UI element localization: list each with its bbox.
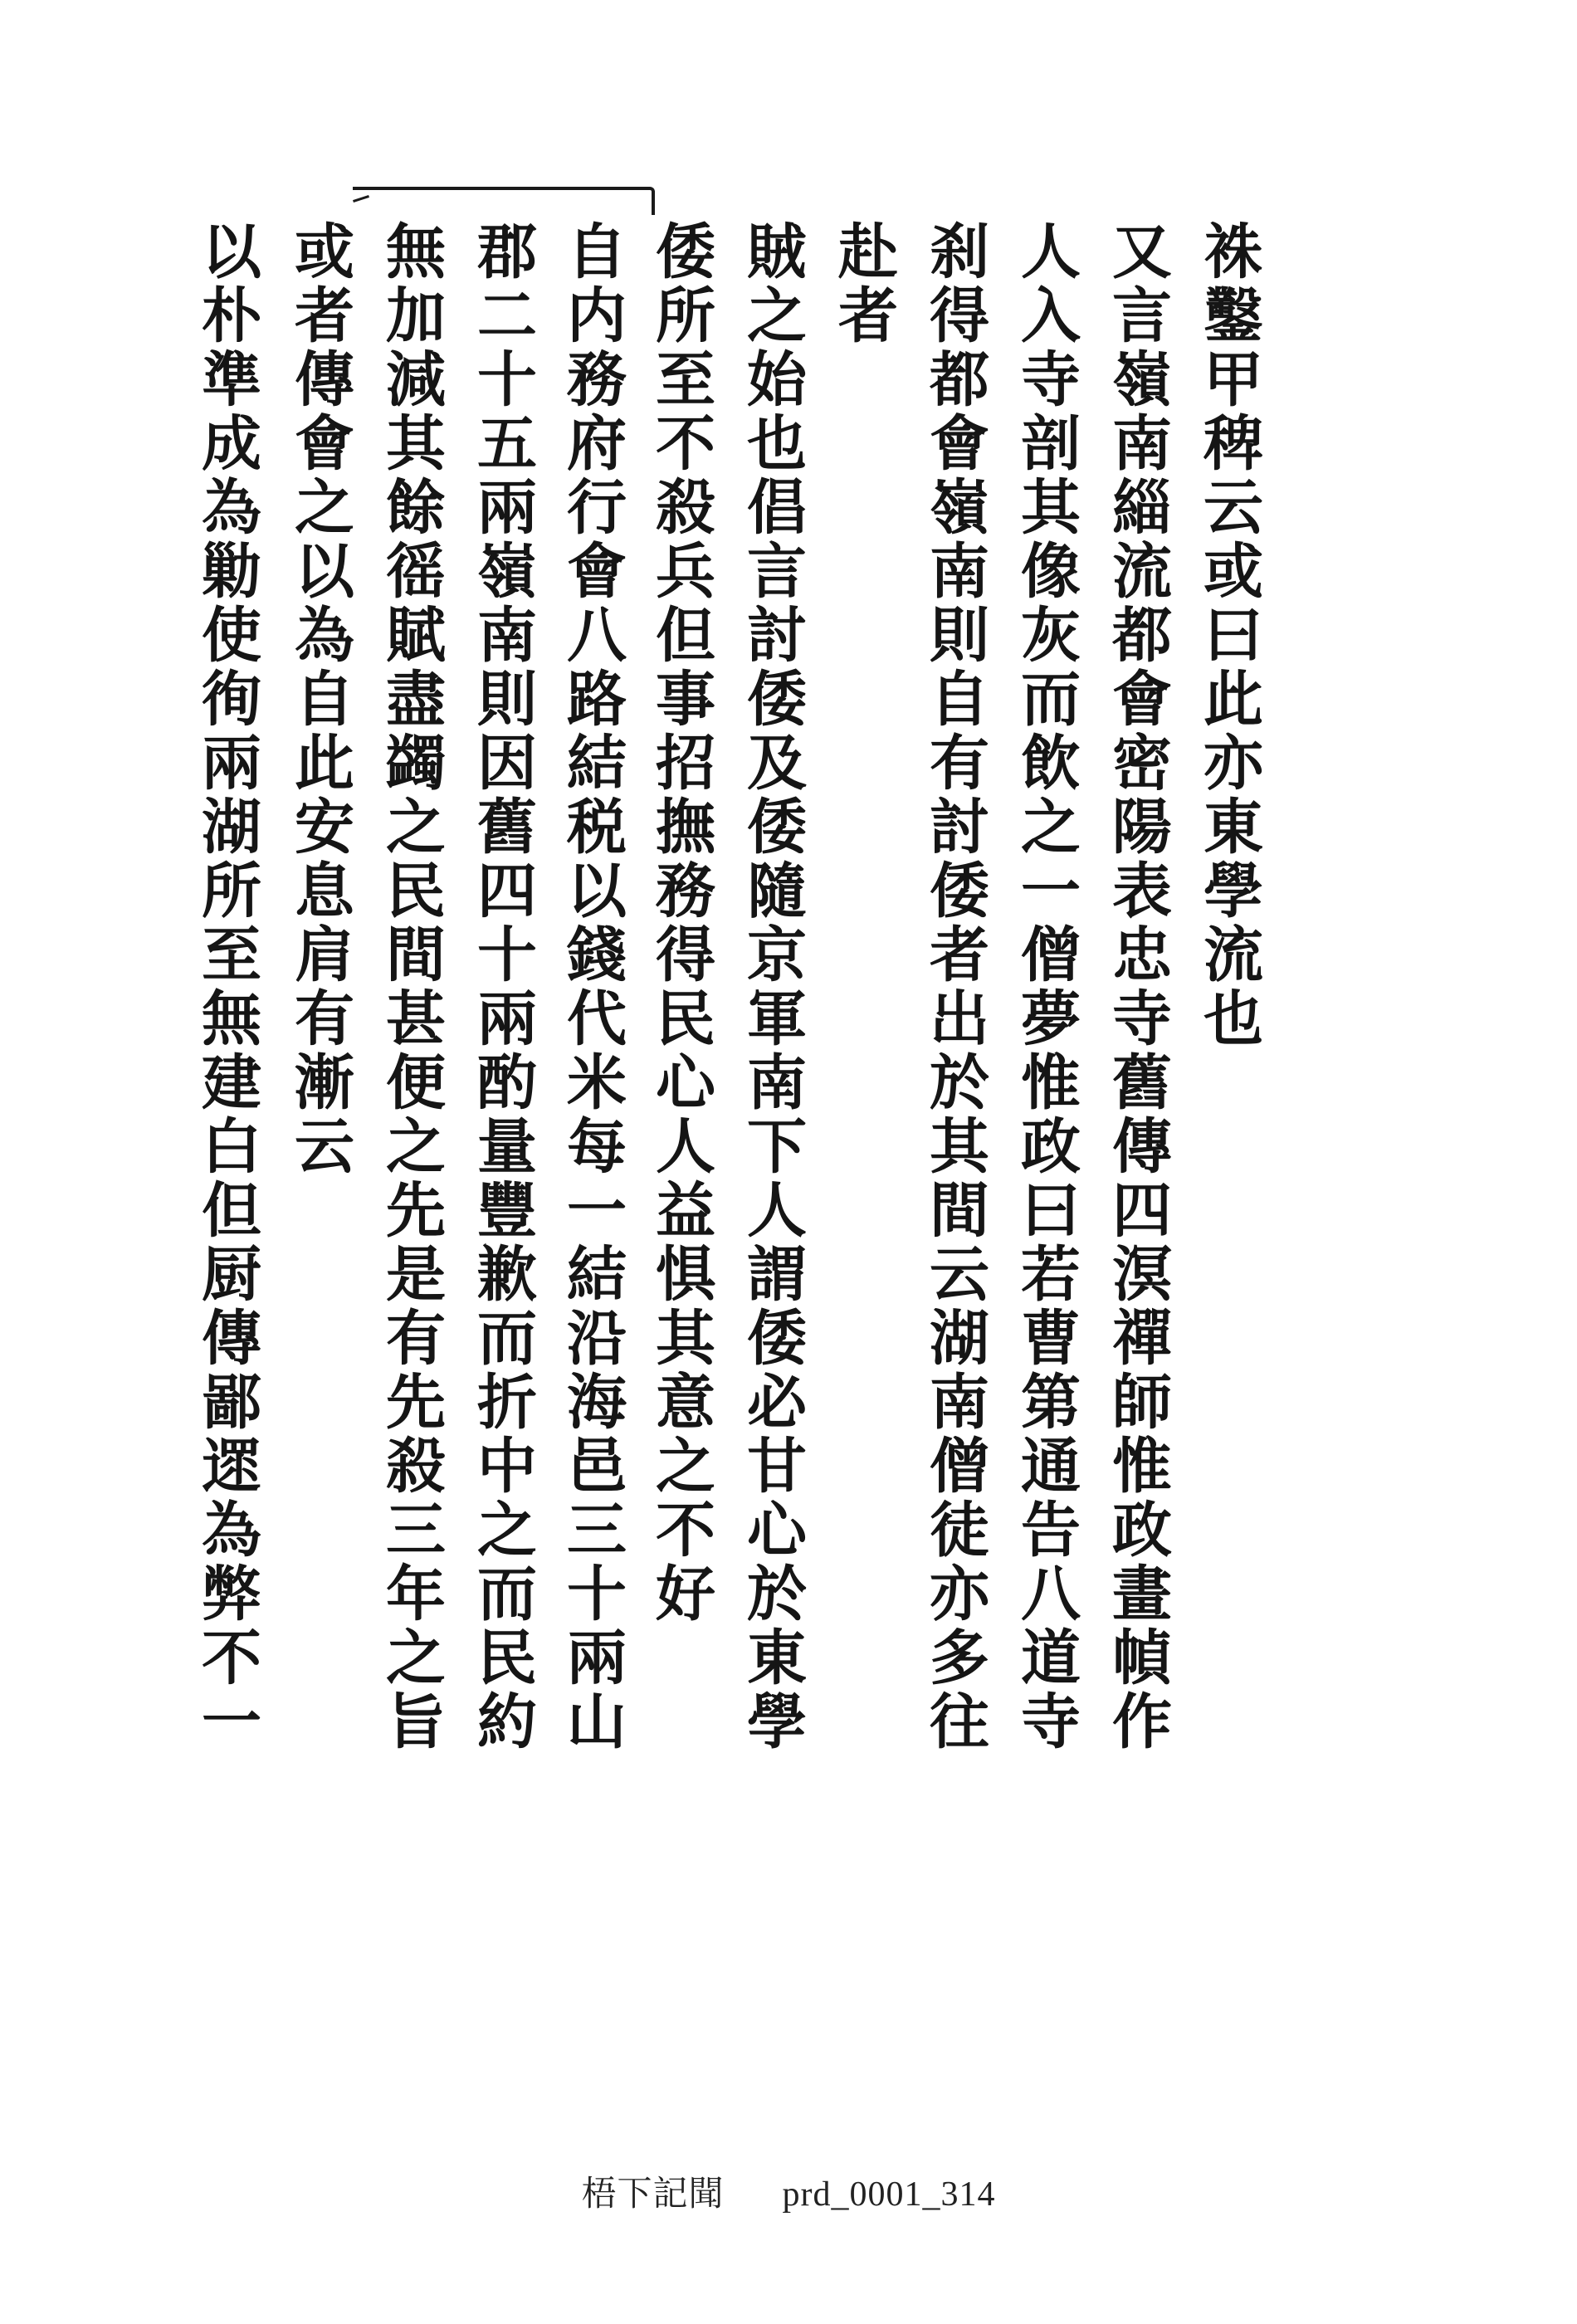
text-column-1: 袾鑿甲稗云或曰此亦東學流也	[1194, 220, 1264, 1051]
text-column-11: 或者傳會之以為自此安息肩有漸云	[285, 220, 355, 1179]
text-column-6: 賊之始也倡言討倭及倭隨京軍南下人謂倭必甘心於東學	[737, 220, 808, 1754]
text-column-2: 又言嶺南緇流都會密陽表忠寺舊傳四溟禪師惟政畫幀作	[1102, 220, 1173, 1754]
text-column-4: 刹得都會嶺南則自有討倭者出於其間云湖南僧徒亦多往	[920, 220, 990, 1754]
text-column-7: 倭所至不殺兵但事招撫務得民心人益惧其意之不好	[646, 220, 716, 1626]
text-column-10: 無加減其餘徭賦盡蠲之民間甚便之先是有先殺三年之旨	[376, 220, 447, 1754]
text-column-8: 自内務府行會八路結税以錢代米每一結沿海邑三十兩山	[557, 220, 627, 1754]
bracket-line	[353, 187, 655, 215]
book-title: 梧下記聞	[581, 2175, 725, 2214]
text-column-12: 以朴準成為勦使徇兩湖所至無建白但厨傳鄙遝為弊不一	[192, 220, 262, 1754]
text-column-9: 郡二十五兩嶺南則因舊四十兩酌量豐歉而折中之而民約	[467, 220, 538, 1754]
text-column-5: 赴者	[828, 220, 899, 348]
page-id: prd_0001_314	[782, 2175, 996, 2214]
page-footer	[0, 2166, 1577, 2216]
text-column-3: 人入寺剖其像灰而飲之一僧夢惟政曰若曹第通告八道寺	[1011, 220, 1081, 1754]
